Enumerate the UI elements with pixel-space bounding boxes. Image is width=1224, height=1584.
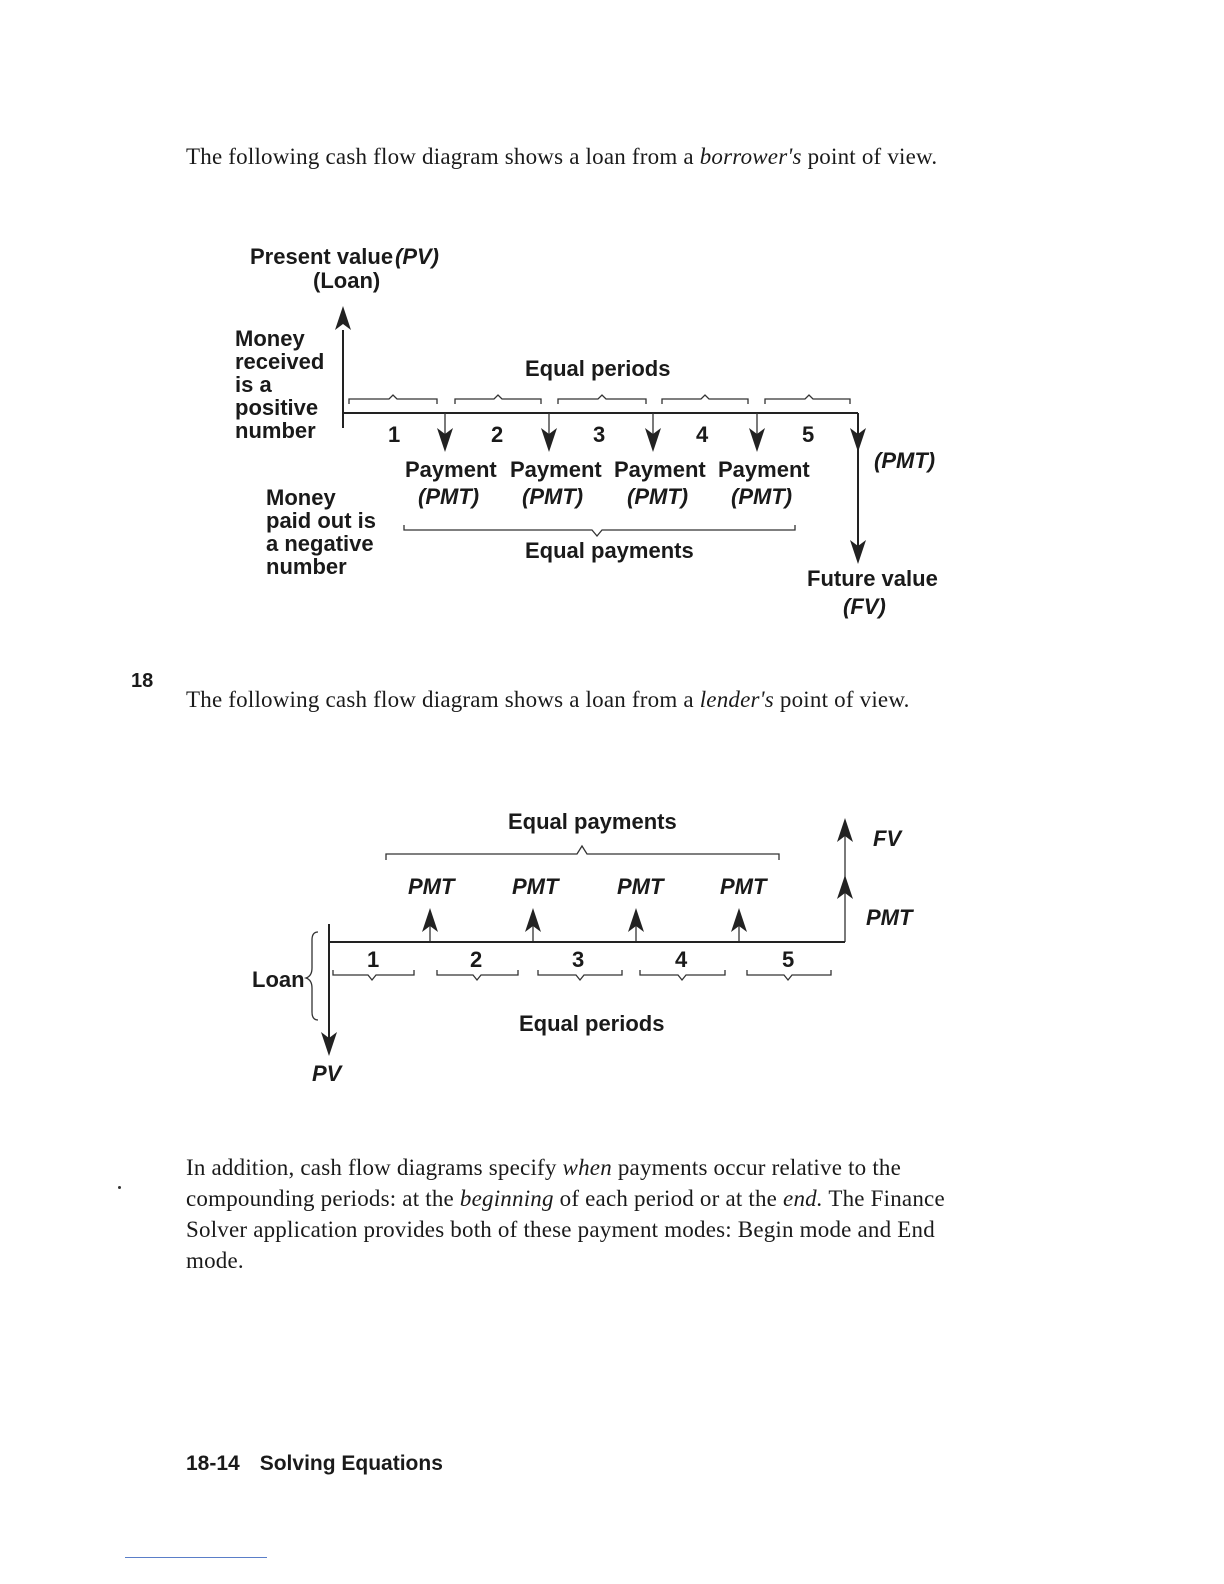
money-received-line-1: Money	[235, 326, 305, 351]
pv-symbol: (PV)	[395, 244, 439, 269]
last-pmt-label: PMT	[866, 905, 913, 930]
loan-brace	[306, 932, 318, 1020]
last-pmt-symbol: (PMT)	[874, 448, 936, 473]
period-number-2-4: 4	[675, 947, 688, 972]
money-received-line-2: received	[235, 349, 325, 374]
emphasis-borrower: borrower's	[699, 144, 802, 169]
equal-payments-label: Equal payments	[525, 538, 694, 563]
intro-paragraph-lender: The following cash flow diagram shows a loan from a lender's point of view.	[186, 687, 910, 712]
money-received-line-5: number	[235, 418, 316, 443]
period-number-2-1: 1	[367, 947, 380, 972]
payment-label-1: Payment	[405, 457, 497, 482]
equal-payments-brace-2	[386, 846, 779, 860]
money-paid-line-4: number	[266, 554, 347, 579]
loan-label: (Loan)	[313, 268, 381, 293]
emphasis-beginning: beginning	[459, 1186, 554, 1211]
money-received-line-3: is a	[235, 372, 272, 397]
page-footer	[186, 1452, 443, 1476]
payment-label-2: Payment	[510, 457, 602, 482]
section-title: Solving Equations	[259, 1452, 443, 1475]
chapter-tab: 18	[131, 670, 154, 692]
fv-symbol: (FV)	[843, 594, 886, 619]
intro-paragraph-borrower: The following cash flow diagram shows a loan from a borrower's point of view.	[186, 144, 938, 169]
page-number: 18-14	[186, 1452, 240, 1475]
equal-payments-label-2: Equal payments	[508, 809, 677, 834]
equal-periods-label-2: Equal periods	[519, 1011, 665, 1036]
footer-rule	[125, 1557, 267, 1558]
fv-label-2: FV	[873, 826, 902, 851]
money-paid-line-1: Money	[266, 485, 336, 510]
period-number-4: 4	[696, 422, 709, 447]
pmt-symbol-1: (PMT)	[418, 484, 480, 509]
equal-periods-label: Equal periods	[525, 356, 671, 381]
period-number-2-2: 2	[470, 947, 483, 972]
pmt-label-1: PMT	[408, 874, 455, 899]
money-paid-line-3: a negative	[266, 531, 374, 556]
payment-label-3: Payment	[614, 457, 706, 482]
fv-label: Future value	[807, 566, 938, 591]
period-number-1: 1	[388, 422, 401, 447]
pmt-symbol-4: (PMT)	[731, 484, 793, 509]
pv-label: Present value	[250, 244, 394, 269]
pmt-symbol-2: (PMT)	[522, 484, 584, 509]
emphasis-when: when	[562, 1155, 612, 1180]
stray-mark	[118, 1186, 121, 1189]
loan-label-2: Loan	[252, 967, 305, 992]
emphasis-end: end.	[783, 1186, 823, 1211]
money-paid-line-2: paid out is	[266, 508, 376, 533]
payment-label-4: Payment	[718, 457, 810, 482]
closing-paragraph: In addition, cash flow diagrams specify when payments occur relative to the compounding periods: at the beginning of each period or at the end. The Finance Solver application provides both of these payment modes: Begin mode and End mode.	[186, 1155, 945, 1273]
period-number-2: 2	[491, 422, 504, 447]
period-number-3: 3	[593, 422, 606, 447]
pmt-symbol-3: (PMT)	[627, 484, 689, 509]
pmt-label-4: PMT	[720, 874, 767, 899]
period-number-2-3: 3	[572, 947, 585, 972]
pmt-label-3: PMT	[617, 874, 664, 899]
pv-label-2: PV	[312, 1061, 342, 1086]
emphasis-lender: lender's	[699, 687, 774, 712]
period-number-5: 5	[802, 422, 815, 447]
money-received-line-4: positive	[235, 395, 319, 420]
pmt-label-2: PMT	[512, 874, 559, 899]
period-number-2-5: 5	[782, 947, 795, 972]
